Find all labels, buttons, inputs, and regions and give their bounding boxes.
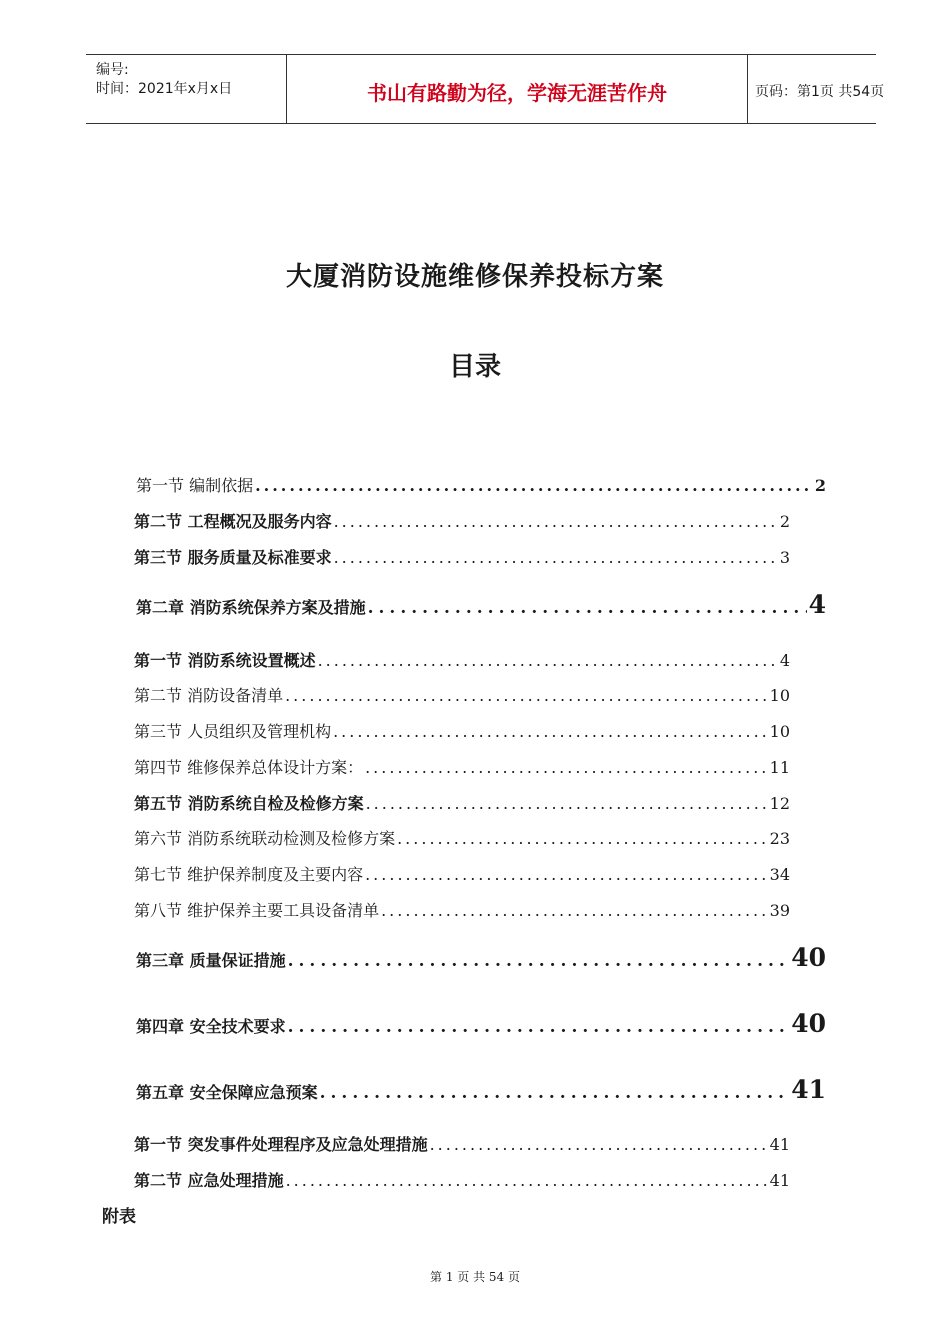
toc-entry-page: 10 — [769, 686, 790, 705]
toc-entry-label: 第二节 工程概况及服务内容 — [134, 512, 332, 531]
toc-chapter-page: 41 — [791, 1075, 826, 1104]
toc-entry[interactable] — [134, 683, 790, 706]
toc-entry-label: 第一节 编制依据 — [136, 476, 254, 495]
toc-entry-page: 41 — [769, 1171, 790, 1190]
toc-entry-label: 第二节 消防设备清单 — [134, 686, 284, 705]
toc-entry[interactable] — [134, 826, 790, 849]
toc-entry-label: 第四节 维修保养总体设计方案： — [134, 758, 364, 777]
toc-entry[interactable] — [134, 1132, 790, 1155]
toc-entry-page: 2 — [814, 476, 826, 495]
toc-entry-label: 第五节 消防系统自检及检修方案 — [134, 794, 364, 813]
header-page-number: 页码：第1页 共54页 — [755, 84, 885, 100]
toc-entry[interactable] — [134, 862, 790, 885]
toc-entry[interactable] — [134, 719, 790, 742]
toc-entry-label: 第六节 消防系统联动检测及检修方案 — [134, 829, 396, 848]
footer-page-number: 第 1 页 共 54 页 — [430, 1270, 520, 1284]
toc-chapter-page: 4 — [808, 590, 826, 619]
toc-entry[interactable] — [134, 545, 790, 568]
toc-entry-page: 23 — [769, 829, 790, 848]
toc-entry-label: 第三节 服务质量及标准要求 — [134, 548, 332, 567]
toc-entry-page: 10 — [769, 722, 790, 741]
document-date: 时间：2021年x月x日 — [96, 81, 233, 97]
toc-entry[interactable] — [134, 791, 790, 814]
header-table — [86, 54, 885, 124]
toc-entry[interactable] — [134, 648, 790, 671]
toc-chapter[interactable] — [136, 590, 826, 619]
toc-chapter-label: 第二章 消防系统保养方案及措施 — [136, 598, 366, 617]
toc-entry-page: 11 — [769, 758, 790, 777]
toc-entry-page: 4 — [779, 651, 790, 670]
toc-entry[interactable] — [134, 755, 790, 778]
toc-entry[interactable] — [136, 473, 826, 496]
toc-chapter[interactable] — [136, 943, 826, 972]
toc-entry-page: 12 — [769, 794, 790, 813]
toc-entry-label: 第七节 维护保养制度及主要内容 — [134, 865, 364, 884]
toc-entry[interactable] — [134, 1168, 790, 1191]
toc-entry-page: 34 — [769, 865, 790, 884]
toc-entry[interactable] — [134, 898, 790, 921]
toc-entry-page: 2 — [779, 512, 790, 531]
toc-chapter[interactable] — [136, 1075, 826, 1104]
header-page-cell — [747, 55, 885, 123]
toc-entry-label: 第八节 维护保养主要工具设备清单 — [134, 901, 380, 920]
toc-heading: 目录 — [448, 352, 501, 382]
toc-entry-page: 39 — [769, 901, 790, 920]
toc-entry[interactable] — [134, 509, 790, 532]
toc-chapter-page: 40 — [791, 1009, 826, 1038]
toc-entry-label: 第三节 人员组织及管理机构 — [134, 722, 332, 741]
toc-chapter-label: 第三章 质量保证措施 — [136, 951, 286, 970]
header-meta-cell — [86, 55, 286, 123]
toc-chapter-label: 第五章 安全保障应急预案 — [136, 1083, 318, 1102]
toc-entry-label: 第一节 消防系统设置概述 — [134, 651, 316, 670]
toc-entry-label: 第一节 突发事件处理程序及应急处理措施 — [134, 1135, 428, 1154]
toc-chapter-page: 40 — [791, 943, 826, 972]
toc-chapter[interactable] — [136, 1009, 826, 1038]
document-title: 大厦消防设施维修保养投标方案 — [285, 262, 664, 292]
toc-entry-label: 第二节 应急处理措施 — [134, 1171, 284, 1190]
appendix-heading: 附表 — [102, 1207, 136, 1227]
motto: 书山有路勤为径，学海无涯苦作舟 — [367, 81, 667, 105]
toc-chapter-label: 第四章 安全技术要求 — [136, 1017, 286, 1036]
document-code: 编号: — [96, 62, 129, 78]
toc-entry-page: 3 — [779, 548, 790, 567]
header-motto-cell — [286, 55, 748, 123]
toc-entry-page: 41 — [769, 1135, 790, 1154]
